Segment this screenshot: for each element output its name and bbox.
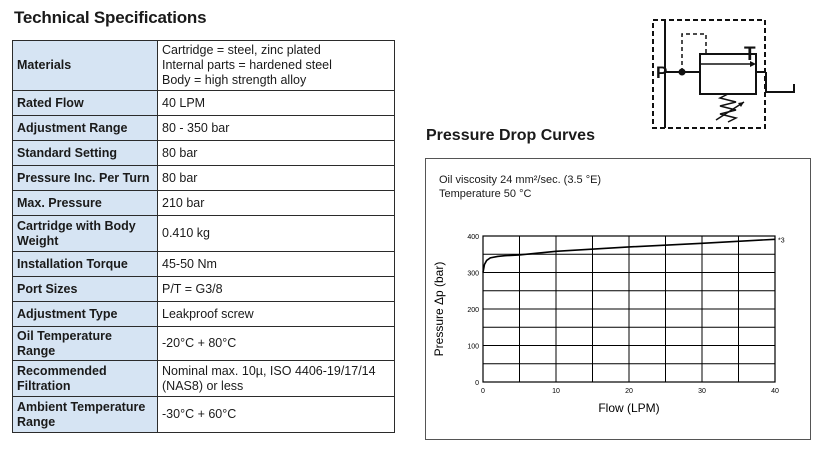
spec-value: 80 bar (158, 141, 395, 166)
x-axis-label: Flow (LPM) (598, 401, 660, 415)
spec-row (13, 216, 395, 252)
spec-row (13, 166, 395, 191)
y-tick-label: 100 (467, 343, 479, 351)
x-tick-label: 30 (698, 388, 706, 395)
valve-schematic (640, 14, 810, 134)
series-label: *3 (778, 237, 785, 245)
spec-key: Ambient Temperature Range (13, 397, 158, 433)
x-tick-label: 0 (481, 388, 485, 395)
pressure-drop-chart (425, 158, 811, 440)
x-tick-label: 10 (552, 388, 560, 395)
y-axis-label: Pressure Δp (bar) (432, 261, 446, 357)
pressure-drop-title: Pressure Drop Curves (426, 127, 595, 144)
spec-row (13, 252, 395, 277)
spec-value: 80 - 350 bar (158, 116, 395, 141)
spec-key: Cartridge with Body Weight (13, 216, 158, 252)
spec-row (13, 397, 395, 433)
spec-value: -30°C + 60°C (158, 397, 395, 433)
port-t-label: T (744, 44, 756, 65)
spec-row (13, 41, 395, 91)
spec-value: 45-50 Nm (158, 252, 395, 277)
y-tick-label: 0 (475, 380, 479, 387)
spec-key: Rated Flow (13, 91, 158, 116)
spec-key: Oil Temperature Range (13, 327, 158, 361)
spec-key: Adjustment Type (13, 302, 158, 327)
spec-row (13, 327, 395, 361)
spec-key: Port Sizes (13, 277, 158, 302)
spec-table (12, 40, 395, 433)
spec-key: Materials (13, 41, 158, 91)
spec-value: 80 bar (158, 166, 395, 191)
spec-key: Pressure Inc. Per Turn (13, 166, 158, 191)
x-tick-label: 20 (625, 388, 633, 395)
spec-row (13, 116, 395, 141)
page-title: Technical Specifications (14, 8, 207, 27)
spec-value: Nominal max. 10µ, ISO 4406-19/17/14 (NAS8) or less (158, 361, 395, 397)
y-tick-label: 200 (467, 307, 479, 314)
spec-key: Installation Torque (13, 252, 158, 277)
spec-value: 0.410 kg (158, 216, 395, 252)
spec-row (13, 361, 395, 397)
spec-value: P/T = G3/8 (158, 277, 395, 302)
spec-value: -20°C + 80°C (158, 327, 395, 361)
spec-key: Adjustment Range (13, 116, 158, 141)
spec-value: 210 bar (158, 191, 395, 216)
spec-row (13, 141, 395, 166)
spec-row (13, 302, 395, 327)
viscosity-note: Oil viscosity 24 mm²/sec. (3.5 °E) (439, 174, 602, 186)
port-p-label: P (656, 63, 668, 82)
spec-key: Recommended Filtration (13, 361, 158, 397)
spec-key: Standard Setting (13, 141, 158, 166)
temperature-note: Temperature 50 °C (439, 188, 532, 200)
x-tick-label: 40 (771, 388, 779, 395)
y-tick-label: 400 (467, 234, 479, 241)
spec-row (13, 91, 395, 116)
spec-row (13, 277, 395, 302)
spec-key: Max. Pressure (13, 191, 158, 216)
y-tick-label: 300 (467, 270, 479, 278)
spec-value: 40 LPM (158, 91, 395, 116)
chart-svg (426, 159, 810, 439)
spec-row (13, 191, 395, 216)
spec-value: Cartridge = steel, zinc plated Internal parts = hardened steel Body = high strength alloy (158, 41, 395, 91)
spec-value: Leakproof screw (158, 302, 395, 327)
